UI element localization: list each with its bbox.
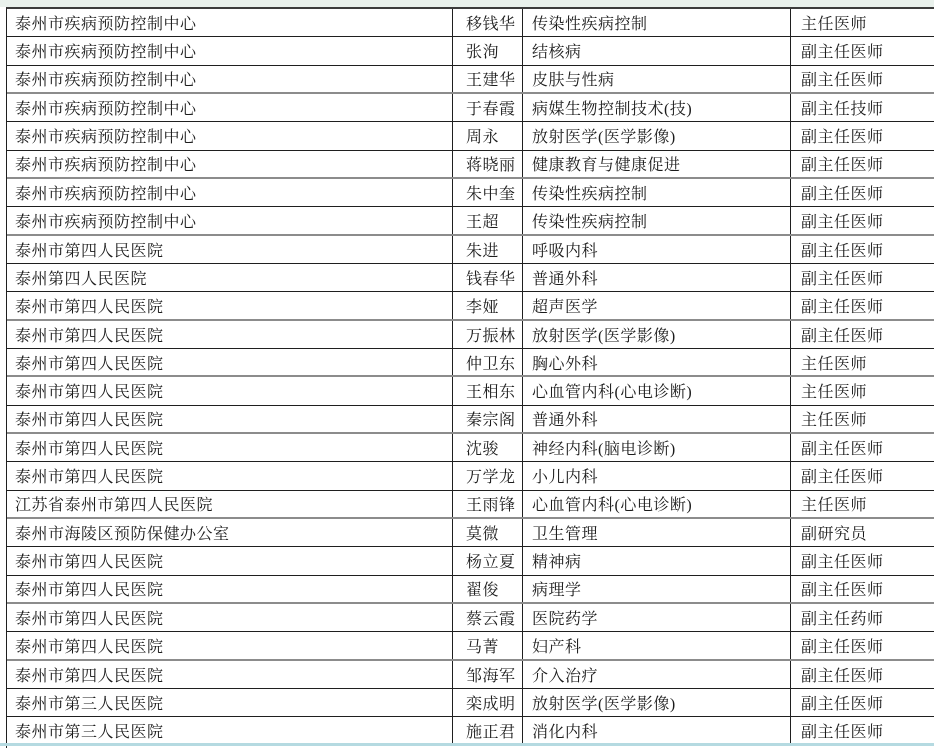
title-cell: 副主任医师 [801, 696, 884, 714]
person-name-cell: 王超 [453, 207, 523, 233]
specialty-cell: 放射医学(医学影像) [523, 689, 791, 716]
specialty-cell: 心血管内科(心电诊断) [523, 491, 791, 517]
person-name-cell: 施正君 [453, 717, 523, 744]
specialty-cell: 健康教育与健康促进 [523, 151, 791, 177]
title-cell: 副主任医师 [801, 72, 884, 90]
organization-cell: 泰州市疾病预防控制中心 [7, 94, 453, 121]
title-cell: 副主任医师 [801, 582, 884, 600]
title-cell: 副主任医师 [801, 724, 884, 742]
table-row [7, 179, 934, 207]
table-row [7, 292, 934, 320]
specialty-cell: 小儿内科 [523, 462, 791, 489]
title-cell: 副主任技师 [801, 101, 884, 119]
title-cell: 副研究员 [801, 526, 868, 544]
organization-cell: 泰州市疾病预防控制中心 [7, 66, 453, 92]
specialty-cell: 病理学 [523, 576, 791, 602]
organization-cell: 泰州市第四人民医院 [7, 661, 453, 688]
table-row [7, 689, 934, 717]
specialty-cell: 妇产科 [523, 632, 791, 658]
person-name-cell: 朱中奎 [453, 179, 523, 206]
table-row [7, 717, 934, 745]
person-name-cell: 移钱华 [453, 9, 523, 36]
person-name-cell: 王雨锋 [453, 491, 523, 517]
specialty-cell: 心血管内科(心电诊断) [523, 377, 791, 404]
organization-cell: 泰州市第四人民医院 [7, 321, 453, 348]
organization-cell: 泰州市第三人民医院 [7, 717, 453, 744]
title-cell: 副主任医师 [801, 186, 884, 204]
title-cell: 副主任医师 [801, 298, 884, 316]
table-row [7, 491, 934, 519]
specialty-cell: 放射医学(医学影像) [523, 122, 791, 149]
title-cell: 副主任医师 [801, 667, 884, 685]
specialty-cell: 卫生管理 [523, 519, 791, 546]
person-name-cell: 李娅 [453, 292, 523, 318]
table-row [7, 349, 934, 377]
organization-cell: 泰州市第四人民医院 [7, 576, 453, 602]
person-name-cell: 秦宗阁 [453, 406, 523, 432]
organization-cell: 泰州第四人民医院 [7, 264, 453, 291]
title-cell: 副主任医师 [801, 441, 884, 459]
person-name-cell: 蒋晓丽 [453, 151, 523, 177]
organization-cell: 泰州市第四人民医院 [7, 292, 453, 318]
specialty-cell: 普通外科 [523, 406, 791, 432]
organization-cell: 泰州市第四人民医院 [7, 236, 453, 263]
table-row [7, 462, 934, 490]
specialty-cell: 医院药学 [523, 604, 791, 631]
person-name-cell: 邹海军 [453, 661, 523, 688]
title-cell: 副主任医师 [801, 469, 884, 487]
table-row [7, 264, 934, 292]
person-name-cell: 蔡云霞 [453, 604, 523, 631]
table-row [7, 519, 934, 547]
organization-cell: 泰州市海陵区预防保健办公室 [7, 519, 453, 546]
specialty-cell: 消化内科 [523, 717, 791, 744]
organization-cell: 泰州市疾病预防控制中心 [7, 9, 453, 36]
specialty-cell: 胸心外科 [523, 349, 791, 375]
organization-cell: 泰州市第四人民医院 [7, 377, 453, 404]
specialty-cell: 传染性疾病控制 [523, 9, 791, 36]
organization-cell: 泰州市疾病预防控制中心 [7, 151, 453, 177]
specialty-cell: 神经内科(脑电诊断) [523, 434, 791, 461]
organization-cell: 泰州市第四人民医院 [7, 632, 453, 658]
title-cell: 副主任医师 [801, 327, 884, 345]
table-row [7, 661, 934, 689]
specialty-cell: 病媒生物控制技术(技) [523, 94, 791, 121]
table-row [7, 37, 934, 65]
organization-cell: 泰州市第四人民医院 [7, 547, 453, 574]
person-name-cell: 翟俊 [453, 576, 523, 602]
person-name-cell: 于春霞 [453, 94, 523, 121]
title-cell: 副主任医师 [801, 129, 884, 147]
table-row [7, 66, 934, 94]
table-row [7, 94, 934, 122]
title-cell: 主任医师 [801, 384, 868, 402]
person-name-cell: 朱进 [453, 236, 523, 263]
title-cell: 副主任医师 [801, 242, 884, 260]
title-cell: 副主任医师 [801, 271, 884, 289]
page-top-margin-strip [0, 0, 934, 7]
title-cell: 副主任药师 [801, 611, 884, 629]
person-name-cell: 仲卫东 [453, 349, 523, 375]
title-cell: 主任医师 [801, 412, 868, 430]
title-cell: 主任医师 [801, 16, 868, 34]
table-row [7, 604, 934, 632]
specialty-cell: 超声医学 [523, 292, 791, 318]
organization-cell: 泰州市第四人民医院 [7, 462, 453, 489]
organization-cell: 泰州市疾病预防控制中心 [7, 122, 453, 149]
title-cell: 主任医师 [801, 497, 868, 515]
title-cell: 副主任医师 [801, 44, 884, 62]
table-row [7, 576, 934, 604]
title-cell: 副主任医师 [801, 638, 884, 656]
table-row [7, 236, 934, 264]
specialty-cell: 放射医学(医学影像) [523, 321, 791, 348]
table-row [7, 321, 934, 349]
person-name-cell: 钱春华 [453, 264, 523, 291]
organization-cell: 泰州市第三人民医院 [7, 689, 453, 716]
table-row [7, 207, 934, 235]
table-row [7, 406, 934, 434]
organization-cell: 泰州市疾病预防控制中心 [7, 37, 453, 64]
organization-cell: 江苏省泰州市第四人民医院 [7, 491, 453, 517]
person-name-cell: 周永 [453, 122, 523, 149]
organization-cell: 泰州市疾病预防控制中心 [7, 207, 453, 233]
specialty-cell: 传染性疾病控制 [523, 207, 791, 233]
specialty-cell: 结核病 [523, 37, 791, 64]
person-name-cell: 栾成明 [453, 689, 523, 716]
table-row [7, 434, 934, 462]
table-row [7, 122, 934, 150]
table-row [7, 151, 934, 179]
table-row [7, 377, 934, 405]
person-name-cell: 王建华 [453, 66, 523, 92]
person-name-cell: 马菁 [453, 632, 523, 658]
title-cell: 主任医师 [801, 355, 868, 373]
person-name-cell: 万学龙 [453, 462, 523, 489]
organization-cell: 泰州市第四人民医院 [7, 349, 453, 375]
table-row [7, 632, 934, 660]
specialty-cell: 传染性疾病控制 [523, 179, 791, 206]
title-cell: 副主任医师 [801, 213, 884, 231]
person-name-cell: 王相东 [453, 377, 523, 404]
person-name-cell: 莫微 [453, 519, 523, 546]
specialty-cell: 皮肤与性病 [523, 66, 791, 92]
personnel-table [6, 7, 934, 748]
specialty-cell: 介入治疗 [523, 661, 791, 688]
organization-cell: 泰州市第四人民医院 [7, 434, 453, 461]
person-name-cell: 万振林 [453, 321, 523, 348]
organization-cell: 泰州市疾病预防控制中心 [7, 179, 453, 206]
person-name-cell: 沈骏 [453, 434, 523, 461]
title-cell: 副主任医师 [801, 157, 884, 175]
organization-cell: 泰州市第四人民医院 [7, 406, 453, 432]
title-cell: 副主任医师 [801, 554, 884, 572]
specialty-cell: 精神病 [523, 547, 791, 574]
organization-cell: 泰州市第四人民医院 [7, 604, 453, 631]
table-row [7, 9, 934, 37]
specialty-cell: 呼吸内科 [523, 236, 791, 263]
person-name-cell: 张洵 [453, 37, 523, 64]
person-name-cell: 杨立夏 [453, 547, 523, 574]
table-row [7, 547, 934, 575]
specialty-cell: 普通外科 [523, 264, 791, 291]
